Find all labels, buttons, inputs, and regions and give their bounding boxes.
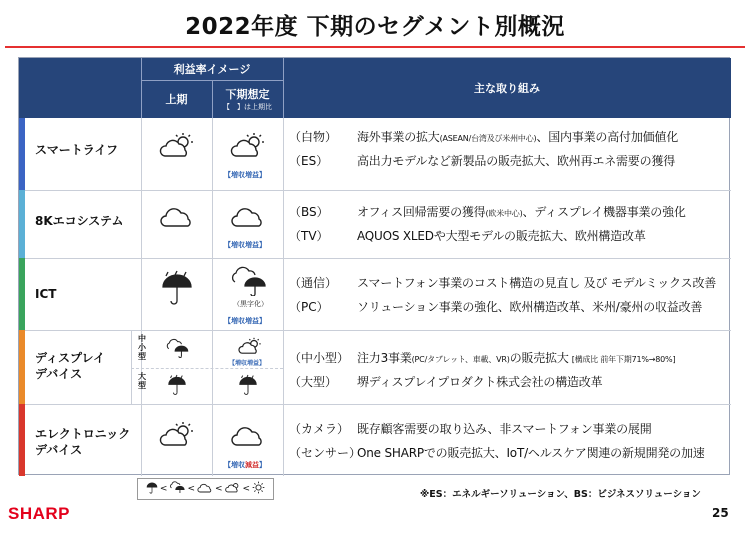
sun-icon — [252, 481, 265, 497]
umbrella-icon — [160, 270, 194, 306]
segment-color-bar — [19, 118, 25, 190]
initiative-text: One SHARPでの販売拡大、IoT/ヘルスケア関連の新規開発の加速 — [357, 446, 705, 460]
initiative-text: オフィス回帰需要の獲得(欧米中心)、ディスプレイ機器事業の強化 — [357, 205, 686, 219]
page-title: 2022年度 下期のセグメント別概況 — [185, 14, 565, 40]
initiative-text: スマートフォン事業のコスト構造の見直し 及び モデルミックス改善 — [357, 276, 717, 290]
initiative-category: （センサー） — [289, 446, 362, 460]
initiative-text: 海外事業の拡大(ASEAN/台湾及び米州中心)、国内事業の高付加価値化 — [357, 130, 679, 144]
segment-name: スマートライフ — [35, 143, 119, 157]
cloud-umbrella-icon — [165, 338, 189, 358]
legend-separator: < — [159, 484, 168, 494]
segment-name: ICT — [35, 287, 57, 301]
initiative-text: ソリューション事業の強化、欧州構造改革、米州/豪州の収益改善 — [357, 300, 703, 314]
initiative-text: 堺ディスプレイプロダクト株式会社の構造改革 — [357, 375, 603, 389]
header-profit-image: 利益率イメージ — [141, 58, 283, 80]
header-initiatives: 主な取り組み — [283, 58, 731, 118]
initiative-category: （カメラ） — [289, 422, 350, 436]
umbrella-icon — [238, 374, 258, 396]
initiative-text: 既存顧客需要の取り込み、非スマートフォン事業の展開 — [357, 422, 652, 436]
segment-table — [18, 57, 730, 475]
cloud-icon — [197, 482, 213, 497]
cloud-umbrella-icon — [229, 266, 267, 296]
result-tag: 【増収増益】 — [224, 241, 266, 249]
cloud-umbrella-icon — [169, 481, 185, 497]
weather-legend — [137, 478, 274, 500]
sub-segment-label: 大型 — [138, 372, 146, 390]
segment-color-bar — [19, 330, 25, 404]
initiative-category: （TV） — [289, 229, 329, 243]
initiative-text: AQUOS XLEDや大型モデルの販売拡大、欧州構造改革 — [357, 229, 646, 243]
initiative-category: （通信） — [289, 276, 338, 290]
cloud-icon — [230, 423, 266, 449]
cloud-icon — [159, 204, 195, 230]
title-underline — [5, 46, 745, 48]
umbrella-icon — [167, 374, 187, 396]
segment-name: 8Kエコシステム — [35, 214, 124, 228]
footnote: ※ES：エネルギーソリューション、BS：ビジネスソリューション — [420, 489, 701, 500]
segment-color-bar — [19, 190, 25, 258]
partly-cloudy-icon — [159, 421, 195, 449]
segment-name-line2: デバイス — [35, 367, 83, 381]
initiative-category: （PC） — [289, 300, 329, 314]
initiative-category: （BS） — [289, 205, 329, 219]
umbrella-icon — [146, 481, 158, 497]
sub-segment-label: 中小型 — [138, 334, 146, 361]
segment-color-bar — [19, 258, 25, 330]
partly-cloudy-icon — [230, 132, 266, 160]
note-text: （黒字化） — [233, 300, 268, 308]
header-first-half: 上期 — [141, 80, 212, 118]
segment-name-line1: エレクトロニック — [35, 427, 131, 441]
segment-color-bar — [19, 404, 25, 476]
initiative-category: （ES） — [289, 154, 329, 168]
header-second-half: 下期想定 — [225, 88, 270, 101]
initiative-category: （白物） — [289, 130, 338, 144]
result-tag: 【増収増益】 — [229, 360, 266, 367]
result-tag: 【増収増益】 — [224, 317, 266, 325]
partly-cloudy-icon — [238, 337, 262, 356]
initiative-category: （大型） — [289, 375, 338, 389]
initiative-text: 高出力モデルなど新製品の販売拡大、欧州再エネ需要の獲得 — [357, 154, 676, 168]
result-tag: 【増収減益】 — [224, 461, 266, 469]
legend-separator: < — [187, 484, 195, 494]
header-segment-cell — [19, 58, 141, 118]
page-number: 25 — [712, 506, 729, 520]
legend-separator: < — [242, 484, 251, 494]
sharp-logo: SHARP — [8, 504, 71, 523]
cloud-icon — [230, 204, 266, 230]
initiative-category: （中小型） — [289, 351, 350, 365]
header-second-half-cell — [212, 80, 283, 118]
header-second-half-note: 【 】は上期比 — [223, 103, 272, 111]
initiative-text: 注力3事業(PC/タブレット、車載、VR)の販売拡大 [構成比 前年下期71%→80%] — [357, 351, 676, 365]
segment-name-line2: デバイス — [35, 443, 83, 457]
partly-cloudy-icon — [225, 481, 241, 497]
profit-decrease-text: 減益 — [245, 461, 259, 469]
segment-name-line1: ディスプレイ — [35, 351, 105, 365]
partly-cloudy-icon — [159, 132, 195, 160]
result-tag: 【増収増益】 — [224, 171, 266, 179]
legend-separator: < — [215, 484, 223, 494]
